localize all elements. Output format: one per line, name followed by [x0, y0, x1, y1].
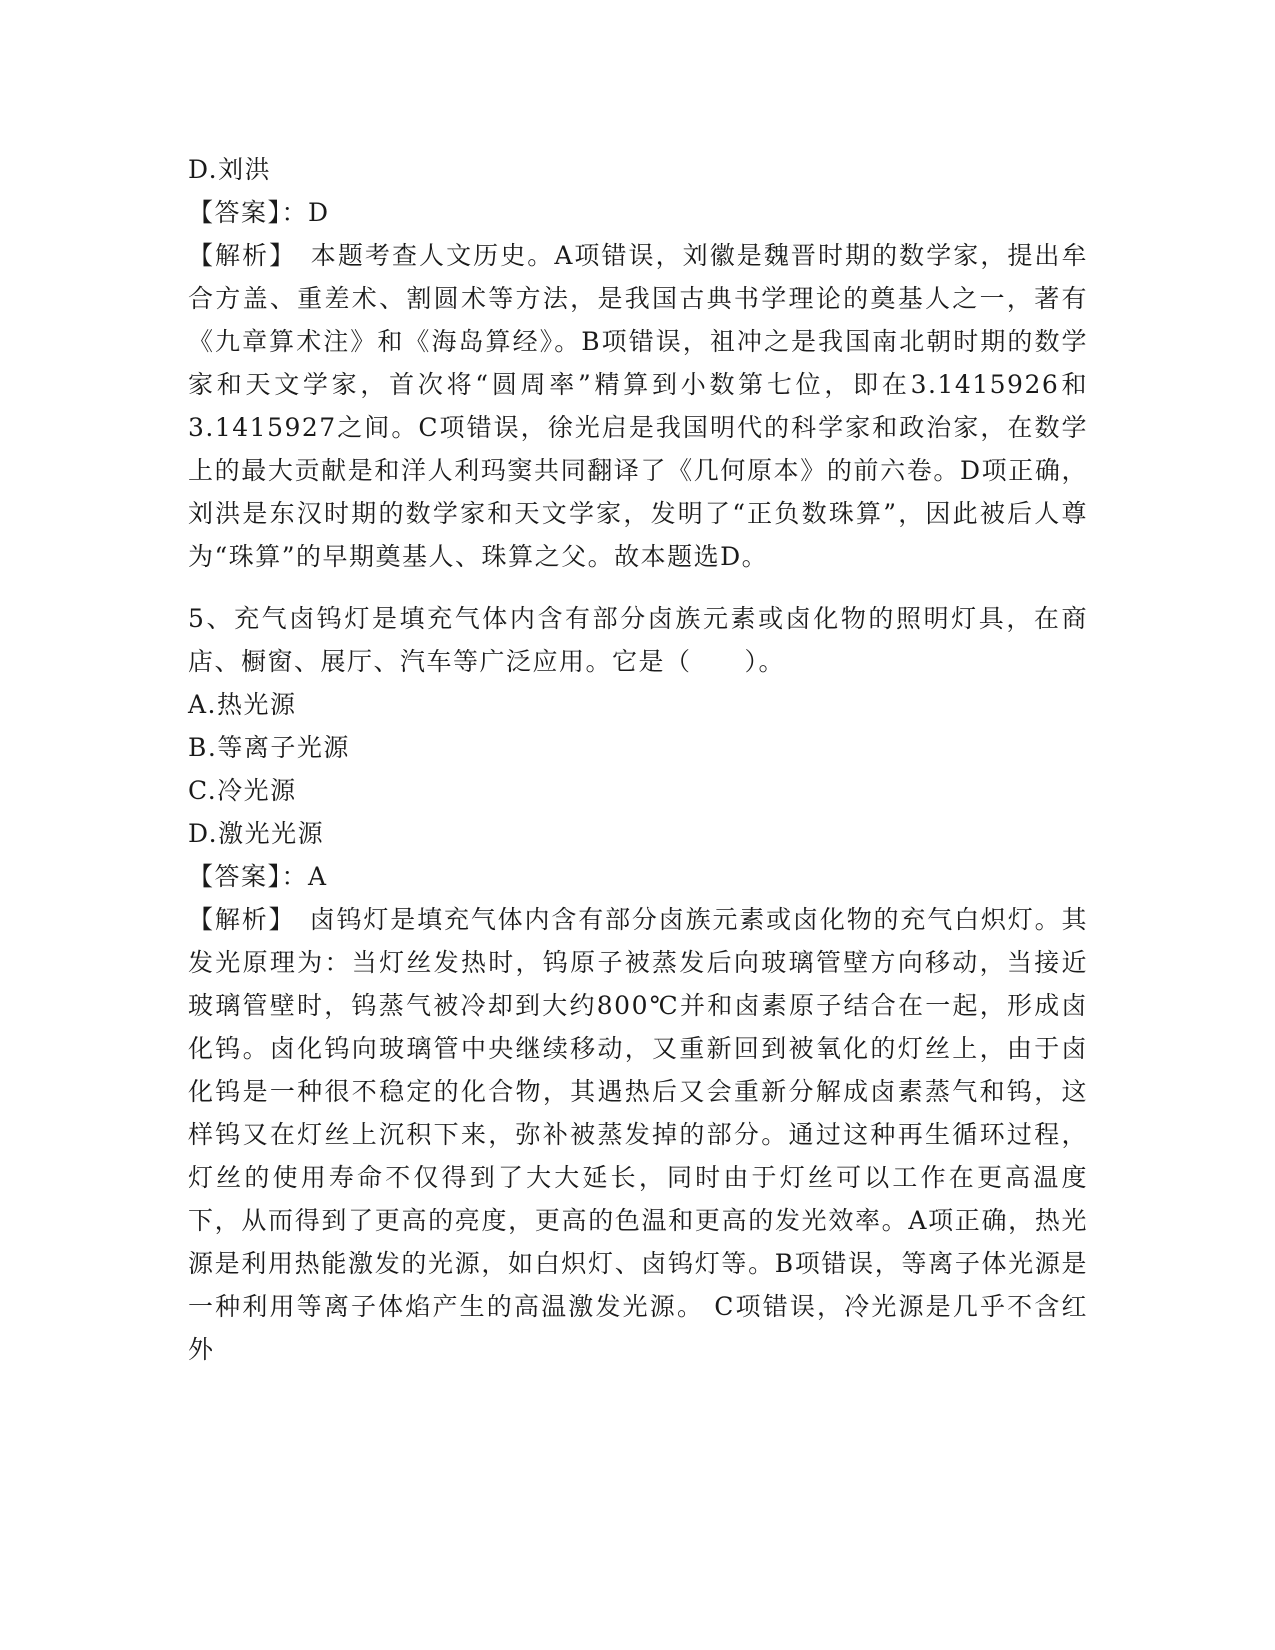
q5-stem: 5、充气卤钨灯是填充气体内含有部分卤族元素或卤化物的照明灯具，在商店、橱窗、展厅、汽车等广泛应用。它是（ ）。 [188, 604, 1088, 676]
q4-option-d: D.刘洪 [188, 155, 272, 184]
q4-analysis: 【解析】 本题考查人文历史。A项错误，刘徽是魏晋时期的数学家，提出牟合方盖、重差术、割圆术等方法，是我国古典书学理论的奠基人之一，著有《九章算术注》和《海岛算经》。B项错误，祖冲之是我国南北朝时期的数学家和天文学家，首次将“圆周率”精算到小数第七位，即在3.1415926和3.1415927之间。C项错误，徐光启是我国明代的科学家和政治家，在数学上的最大贡献是和洋人利玛窦共同翻译了《几何原本》的前六卷。D项正确，刘洪是东汉时期的数学家和天文学家，发明了“正负数珠算”，因此被后人尊为“珠算”的早期奠基人、珠算之父。故本题选D。 [188, 241, 1088, 571]
q5-option-c: C.冷光源 [188, 776, 297, 805]
q4-answer: 【答案】：D [188, 198, 330, 227]
q5-answer: 【答案】：A [188, 862, 328, 891]
q5-analysis: 【解析】 卤钨灯是填充气体内含有部分卤族元素或卤化物的充气白炽灯。其发光原理为：当灯丝发热时，钨原子被蒸发后向玻璃管壁方向移动，当接近玻璃管壁时，钨蒸气被冷却到大约800℃并和卤素原子结合在一起，形成卤化钨。卤化钨向玻璃管中央继续移动，又重新回到被氧化的灯丝上，由于卤化钨是一种很不稳定的化合物，其遇热后又会重新分解成卤素蒸气和钨，这样钨又在灯丝上沉积下来，弥补被蒸发掉的部分。通过这种再生循环过程，灯丝的使用寿命不仅得到了大大延长，同时由于灯丝可以工作在更高温度下，从而得到了更高的亮度，更高的色温和更高的发光效率。A项正确，热光源是利用热能激发的光源，如白炽灯、卤钨灯等。B项错误，等离子体光源是一种利用等离子体焰产生的高温激发光源。 C项错误，冷光源是几乎不含红外 [188, 905, 1088, 1364]
document-page [188, 148, 1088, 1371]
question-gap [188, 578, 1088, 597]
q5-option-d: D.激光光源 [188, 819, 325, 848]
q5-option-a: A.热光源 [188, 690, 297, 719]
q5-option-b: B.等离子光源 [188, 733, 350, 762]
